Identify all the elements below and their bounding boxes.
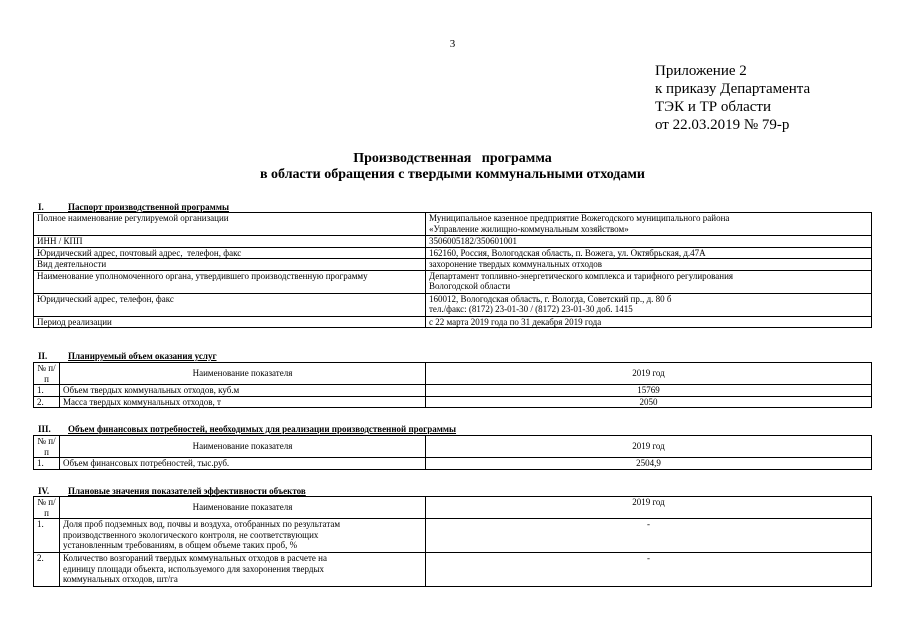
section-title: Планируемый объем оказания услуг xyxy=(68,351,217,361)
section-number: IV. xyxy=(38,486,50,496)
cell-line: Муниципальное казенное предприятие Вожегодского муниципального района xyxy=(429,213,730,223)
header-cell: Наименование показателя xyxy=(60,497,426,519)
appendix-line: к приказу Департамента xyxy=(655,81,811,97)
section-4-heading xyxy=(38,486,306,496)
table-row xyxy=(34,236,872,248)
title-line: Производственная программа xyxy=(353,151,552,166)
section-title: Плановые значения показателей эффективности объектов xyxy=(68,486,306,496)
cell-line: Количество возгораний твердых коммунальных отходов в расчете на xyxy=(63,553,327,563)
header-cell: № п/п xyxy=(34,497,60,519)
table-header-row xyxy=(34,363,872,385)
header-cell: 2019 год xyxy=(426,497,872,519)
appendix-line: Приложение 2 xyxy=(655,63,747,79)
table-cell: 2. xyxy=(34,396,60,408)
table-row xyxy=(34,213,872,236)
table-row xyxy=(34,316,872,328)
table-cell xyxy=(426,270,872,293)
table-cell: Масса твердых коммунальных отходов, т xyxy=(60,396,426,408)
table-cell: 1. xyxy=(34,385,60,397)
table-cell xyxy=(426,213,872,236)
cell-line: единицу площади объекта, используемого для захоронения твердых xyxy=(63,563,325,574)
table-cell: Юридический адрес, телефон, факс xyxy=(34,293,426,316)
services-table xyxy=(33,362,872,408)
table-cell: 2050 xyxy=(426,396,872,408)
table-row xyxy=(34,396,872,408)
section-1-heading xyxy=(38,202,229,212)
table-cell: - xyxy=(426,553,872,587)
cell-line: Вологодской области xyxy=(429,281,511,291)
cell-line: Департамент топливно-энергетического комплекса и тарифного регулирования xyxy=(429,270,734,281)
table-row xyxy=(34,519,872,553)
header-cell: № п/п xyxy=(34,436,60,458)
header-cell: 2019 год xyxy=(426,436,872,458)
section-3-heading xyxy=(38,424,456,434)
table-cell: с 22 марта 2019 года по 31 декабря 2019 года xyxy=(426,316,872,328)
header-cell: № п/п xyxy=(34,363,60,385)
table-header-row xyxy=(34,497,872,519)
table-cell: Полное наименование регулируемой организации xyxy=(34,213,426,236)
table-cell: 3506005182/350601001 xyxy=(426,236,872,248)
page-number: 3 xyxy=(449,38,456,50)
section-title: Объем финансовых потребностей, необходимых для реализации производственной программы xyxy=(68,424,457,434)
appendix-line: от 22.03.2019 № 79-р xyxy=(655,117,790,133)
table-cell: 1. xyxy=(34,519,60,553)
cell-line: Доля проб подземных вод, почвы и воздуха, отобранных по результатам xyxy=(63,519,341,529)
cell-line: тел./факс: (8172) 23-01-30 / (8172) 23-01-30 доб. 1415 xyxy=(429,304,633,314)
table-header-row xyxy=(34,436,872,458)
table-cell: ИНН / КПП xyxy=(34,236,426,248)
table-cell: 15769 xyxy=(426,385,872,397)
table-cell: Вид деятельности xyxy=(34,259,426,271)
table-cell: Юридический адрес, почтовый адрес, телефон, факс xyxy=(34,247,426,259)
cell-line: производственного экологического контроля, не соответствующих xyxy=(63,529,319,540)
document-title xyxy=(0,151,905,183)
table-row xyxy=(34,247,872,259)
efficiency-table xyxy=(33,496,872,587)
table-row xyxy=(34,553,872,587)
table-cell: Объем финансовых потребностей, тыс.руб. xyxy=(60,458,426,470)
table-cell: 2504,9 xyxy=(426,458,872,470)
table-cell xyxy=(60,553,426,587)
table-row xyxy=(34,458,872,470)
section-2-heading xyxy=(38,351,217,361)
cell-line: 160012, Вологодская область, г. Вологда, Советский пр., д. 80 б xyxy=(429,293,672,304)
table-cell: 1. xyxy=(34,458,60,470)
cell-line: «Управление жилищно-коммунальным хозяйством» xyxy=(429,223,629,234)
section-number: III. xyxy=(38,424,51,434)
table-cell: захоронение твердых коммунальных отходов xyxy=(426,259,872,271)
header-cell: 2019 год xyxy=(426,363,872,385)
appendix-block xyxy=(655,62,810,134)
section-number: II. xyxy=(38,351,48,361)
table-row xyxy=(34,385,872,397)
table-cell: - xyxy=(426,519,872,553)
financial-needs-table xyxy=(33,435,872,470)
table-cell xyxy=(60,519,426,553)
table-cell: Наименование уполномоченного органа, утвердившего производственную программу xyxy=(34,270,426,293)
appendix-line: ТЭК и ТР области xyxy=(655,99,771,115)
section-number: I. xyxy=(38,202,44,212)
table-row xyxy=(34,293,872,316)
table-cell: 2. xyxy=(34,553,60,587)
section-title: Паспорт производственной программы xyxy=(68,202,229,212)
header-cell: Наименование показателя xyxy=(60,363,426,385)
table-cell: Объем твердых коммунальных отходов, куб.м xyxy=(60,385,426,397)
cell-line: установленным требованиям, в общем объеме таких проб, % xyxy=(63,540,298,550)
table-row xyxy=(34,259,872,271)
table-row xyxy=(34,270,872,293)
header-cell: Наименование показателя xyxy=(60,436,426,458)
table-cell xyxy=(426,293,872,316)
cell-line: коммунальных отходов, шт/га xyxy=(63,574,178,584)
table-cell: 162160, Россия, Вологодская область, п. Вожега, ул. Октябрьская, д.47А xyxy=(426,247,872,259)
title-line: в области обращения с твердыми коммунальными отходами xyxy=(259,167,645,182)
passport-table xyxy=(33,212,872,328)
table-cell: Период реализации xyxy=(34,316,426,328)
